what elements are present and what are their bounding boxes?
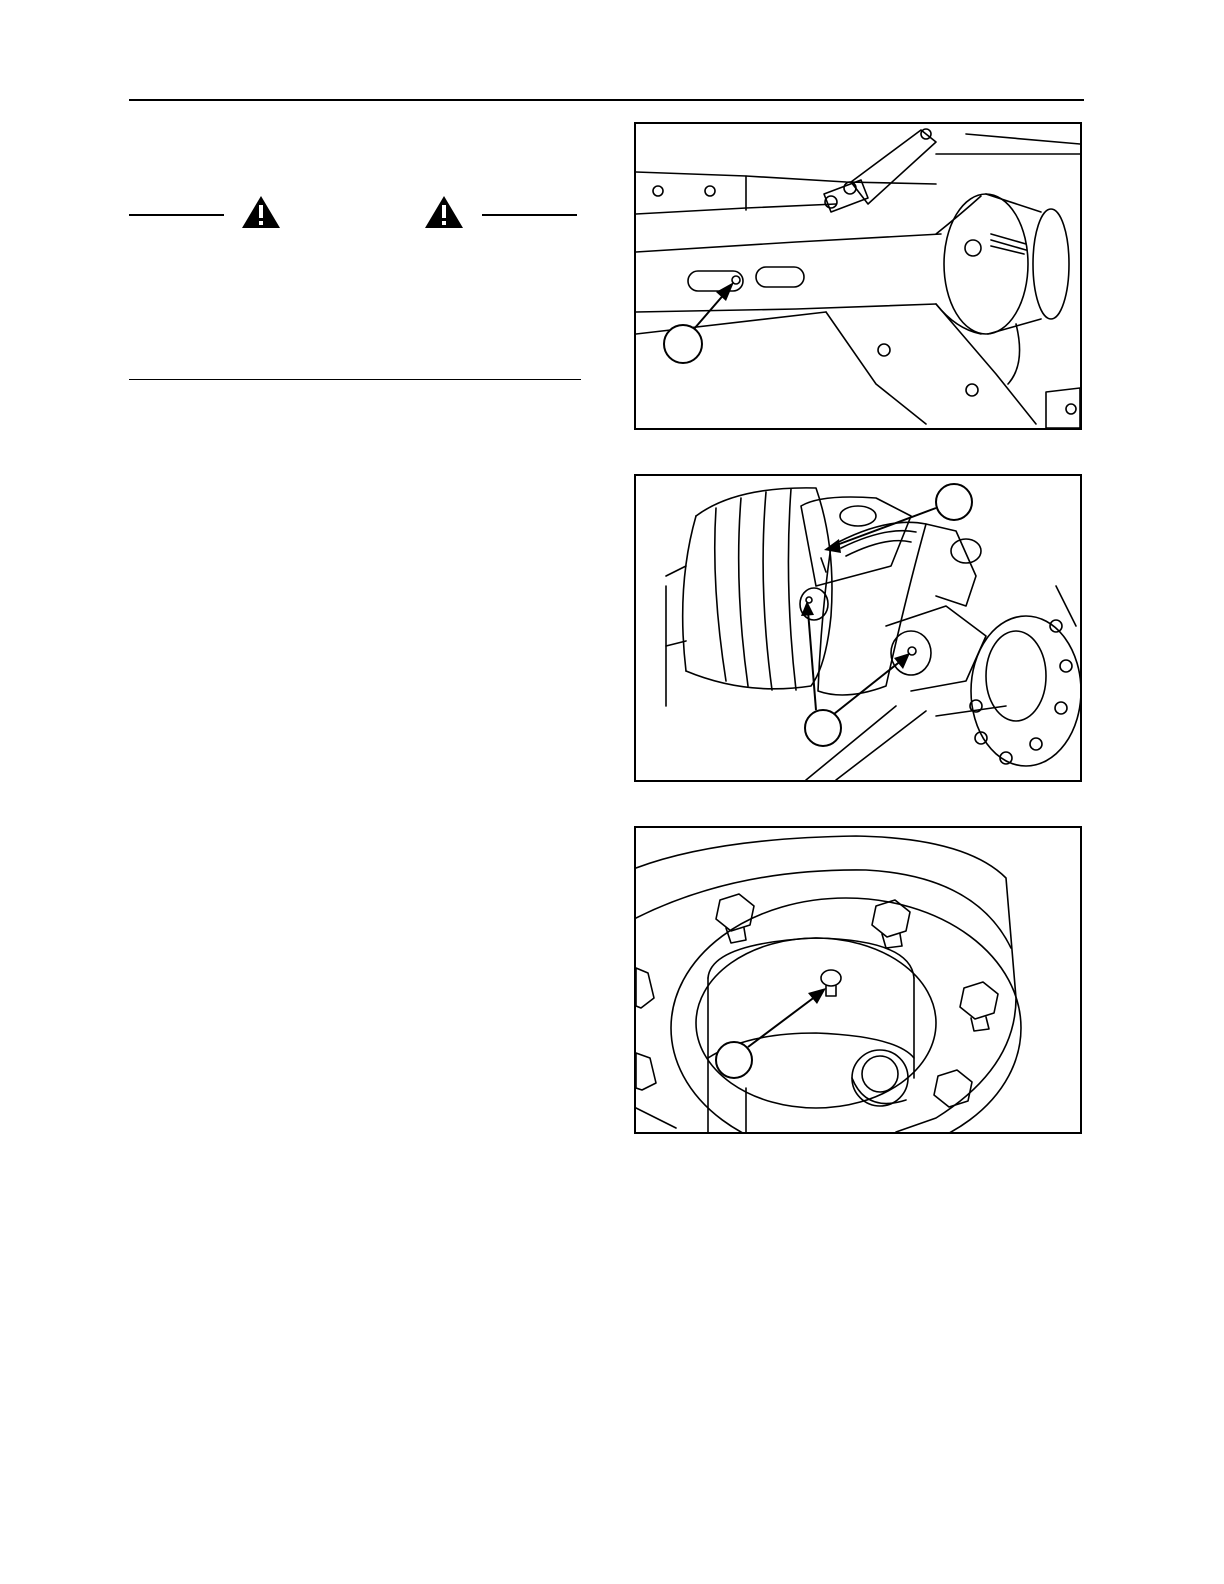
figure-u-joint (634, 474, 1082, 782)
warning-triangle-icon (241, 195, 281, 229)
figure-flange-hub (634, 826, 1082, 1134)
warning-triangle-icon (424, 195, 464, 229)
warning-line-right (482, 214, 577, 216)
callout-circle (805, 710, 841, 746)
callout-circle (664, 325, 702, 363)
header-rule (129, 99, 1084, 101)
callout-circle (936, 484, 972, 520)
figure-driveline-shaft (634, 122, 1082, 430)
warning-line-left (129, 214, 224, 216)
section-rule (129, 379, 581, 380)
callout-circle (716, 1042, 752, 1078)
